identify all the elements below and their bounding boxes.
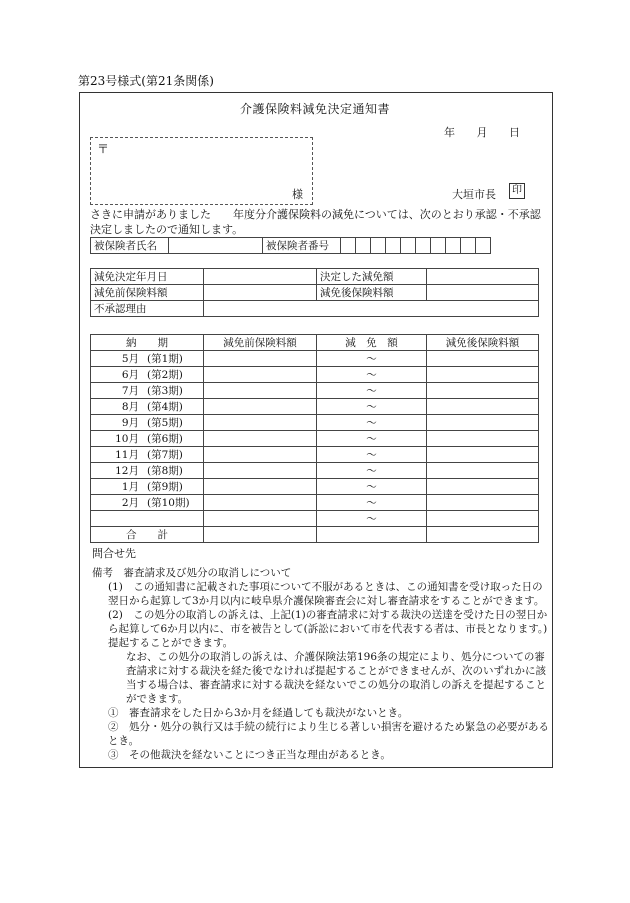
reduction-cell: ～ [317, 447, 427, 463]
before-cell [204, 463, 317, 479]
after-amount-label: 減免後保険料額 [317, 285, 427, 301]
intro-text: さきに申請がありました 年度分介護保険料の減免については、次のとおり承認・不承認決定しましたので通知します。 [90, 208, 541, 236]
before-cell [204, 495, 317, 511]
before-cell [204, 431, 317, 447]
period-number: (第9期) [147, 481, 183, 493]
period-number: (第3期) [147, 385, 183, 397]
after-cell [427, 431, 539, 447]
total-reduction [317, 527, 427, 543]
header-reduction: 減 免 額 [317, 335, 427, 351]
total-label: 合 計 [91, 527, 204, 543]
period-cell [91, 367, 204, 383]
reduction-cell: ～ [317, 383, 427, 399]
reduction-cell: ～ [317, 367, 427, 383]
period-month: 9月 [121, 417, 139, 429]
period-month: 12月 [115, 465, 139, 477]
before-cell [204, 447, 317, 463]
reject-reason-label: 不承認理由 [91, 301, 204, 317]
period-number: (第2期) [147, 369, 183, 381]
period-number: (第8期) [147, 465, 183, 477]
schedule-row [91, 431, 539, 447]
after-cell [427, 399, 539, 415]
reduction-cell: ～ [317, 479, 427, 495]
schedule-row [91, 463, 539, 479]
header-period: 納 期 [91, 335, 204, 351]
note-paragraph: (1) この通知書に記載された事項について不服があるときは、この通知書を受け取った日の翌日から起算して3か月以内に岐阜県介護保険審査会に対し審査請求をすることができます。 [108, 581, 545, 607]
schedule-table [90, 334, 539, 543]
before-cell [204, 351, 317, 367]
decision-date-value [204, 269, 317, 285]
reduction-cell: ～ [317, 511, 427, 527]
period-cell [91, 351, 204, 367]
number-digit [476, 238, 491, 254]
reduction-cell: ～ [317, 431, 427, 447]
schedule-row [91, 383, 539, 399]
period-month: 1月 [121, 481, 139, 493]
schedule-row [91, 447, 539, 463]
before-cell [204, 383, 317, 399]
before-cell [204, 367, 317, 383]
schedule-row [91, 511, 539, 527]
after-cell [427, 383, 539, 399]
document-title: 介護保険料減免決定通知書 [239, 102, 390, 116]
schedule-row [91, 399, 539, 415]
period-month: 10月 [115, 433, 139, 445]
number-digit [341, 238, 356, 254]
decision-table [90, 268, 539, 317]
period-month: 6月 [121, 369, 139, 381]
schedule-row [91, 367, 539, 383]
after-cell [427, 415, 539, 431]
schedule-row [91, 351, 539, 367]
total-after [427, 527, 539, 543]
header-after: 減免後保険料額 [427, 335, 539, 351]
after-cell [427, 463, 539, 479]
period-cell [91, 383, 204, 399]
decided-amount-value [427, 269, 539, 285]
period-number: (第10期) [147, 497, 190, 509]
period-cell [91, 463, 204, 479]
note-item: ② 処分・処分の執行又は手続の続行により生じる著しい損害を避けるため緊急の必要があるとき。 [108, 721, 549, 747]
period-number: (第5期) [147, 417, 183, 429]
after-amount-value [427, 285, 539, 301]
period-number: (第6期) [147, 433, 183, 445]
period-month: 11月 [115, 449, 139, 461]
notes-heading: 備考 審査請求及び処分の取消しについて [92, 567, 292, 579]
recipient-suffix: 様 [292, 188, 303, 201]
mayor-name: 大垣市長 [452, 188, 496, 201]
schedule-row [91, 479, 539, 495]
note-paragraph: (2) この処分の取消しの訴えは、上記(1)の審査請求に対する裁決の送達を受けた日の翌日から起算して6か月以内に、市を被告として(訴訟において市を代表する者は、市長となります。)提起することができます。 [108, 609, 548, 649]
reduction-cell: ～ [317, 399, 427, 415]
number-digit [446, 238, 461, 254]
after-cell [427, 351, 539, 367]
insured-table [90, 237, 491, 254]
before-amount-value [204, 285, 317, 301]
after-cell [427, 367, 539, 383]
period-cell [91, 479, 204, 495]
total-before [204, 527, 317, 543]
inquiry-label: 問合せ先 [92, 547, 136, 560]
after-cell [427, 447, 539, 463]
note-item: ① 審査請求をした日から3か月を経過しても裁決がないとき。 [108, 707, 409, 719]
period-cell [91, 495, 204, 511]
number-digit [356, 238, 371, 254]
period-cell [91, 399, 204, 415]
period-month: 5月 [121, 353, 139, 365]
number-digit [416, 238, 431, 254]
notes-section [92, 566, 550, 762]
insured-name-field [169, 238, 263, 254]
number-digit [401, 238, 416, 254]
before-amount-label: 減免前保険料額 [91, 285, 204, 301]
period-cell [91, 447, 204, 463]
seal-box: 印 [509, 183, 525, 199]
number-digit [461, 238, 476, 254]
form-number: 第23号様式(第21条関係) [78, 74, 214, 88]
reduction-cell: ～ [317, 495, 427, 511]
reduction-cell: ～ [317, 415, 427, 431]
number-digit [431, 238, 446, 254]
note-paragraph: なお、この処分の取消しの訴えは、介護保険法第196条の規定により、処分についての審査請求に対する裁決を経た後でなければ提起することができませんが、次のいずれかに該当する場合は、審査請求に対する裁決を経ないでこの処分の取消しの訴えを提起することができます。 [126, 651, 546, 705]
period-number: (第4期) [147, 401, 183, 413]
header-before: 減免前保険料額 [204, 335, 317, 351]
before-cell [204, 415, 317, 431]
decided-amount-label: 決定した減免額 [317, 269, 427, 285]
reject-reason-value [204, 301, 539, 317]
after-cell [427, 479, 539, 495]
reduction-cell: ～ [317, 463, 427, 479]
period-cell [91, 511, 204, 527]
period-cell [91, 415, 204, 431]
period-month: 2月 [121, 497, 139, 509]
before-cell [204, 511, 317, 527]
after-cell [427, 511, 539, 527]
period-month: 8月 [121, 401, 139, 413]
address-box [90, 137, 313, 205]
note-item: ③ その他裁決を経ないことにつき正当な理由があるとき。 [108, 749, 391, 761]
period-month: 7月 [121, 385, 139, 397]
before-cell [204, 399, 317, 415]
number-digit [386, 238, 401, 254]
date-line: 年 月 日 [444, 126, 520, 139]
schedule-row [91, 495, 539, 511]
postal-mark: 〒 [97, 142, 110, 156]
insured-number-label: 被保険者番号 [263, 238, 341, 254]
period-cell [91, 431, 204, 447]
schedule-row [91, 415, 539, 431]
decision-date-label: 減免決定年月日 [91, 269, 204, 285]
reduction-cell: ～ [317, 351, 427, 367]
period-number: (第7期) [147, 449, 183, 461]
period-number: (第1期) [147, 353, 183, 365]
insured-name-label: 被保険者氏名 [91, 238, 169, 254]
number-digit [371, 238, 386, 254]
after-cell [427, 495, 539, 511]
before-cell [204, 479, 317, 495]
